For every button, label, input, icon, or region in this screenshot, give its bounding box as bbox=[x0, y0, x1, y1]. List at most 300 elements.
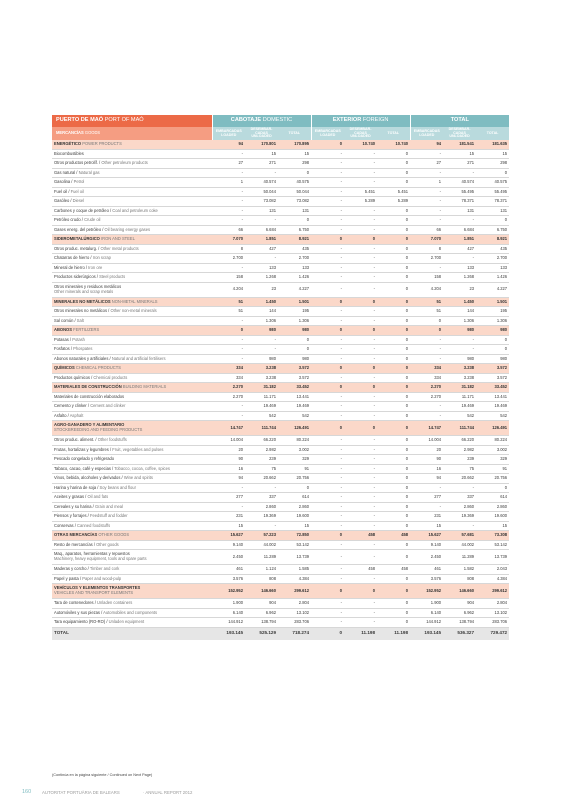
table-row bbox=[52, 168, 509, 178]
value-cell: 0 bbox=[377, 540, 410, 550]
value-cell: - bbox=[212, 411, 245, 421]
value-cell: 2.700 bbox=[476, 254, 509, 264]
value-cell: 2.860 bbox=[245, 502, 278, 512]
column-header-row bbox=[52, 127, 509, 140]
value-cell: - bbox=[212, 263, 245, 273]
value-cell: - bbox=[311, 608, 344, 618]
value-cell: - bbox=[344, 483, 377, 493]
value-cell: - bbox=[311, 550, 344, 565]
value-cell: 1.501 bbox=[278, 297, 311, 307]
row-label: Frutas, hortalizas y legumbres / Fruit, vegetables and pulses bbox=[52, 445, 212, 455]
row-label-en: FERTILIZERS bbox=[73, 327, 100, 333]
value-cell: 31.182 bbox=[245, 383, 278, 393]
row-label-es: Fosfatos bbox=[54, 346, 70, 352]
value-cell: 11.198 bbox=[344, 627, 377, 640]
value-cell: - bbox=[311, 483, 344, 493]
row-label: Tara de contenedores / Unladen containers bbox=[52, 599, 212, 609]
value-cell: - bbox=[344, 618, 377, 628]
value-cell: 4.384 bbox=[278, 574, 311, 584]
value-cell: 5.289 bbox=[377, 197, 410, 207]
value-cell: 0 bbox=[410, 326, 443, 336]
value-cell: - bbox=[344, 411, 377, 421]
value-cell: - bbox=[311, 373, 344, 383]
value-cell: 0 bbox=[476, 168, 509, 178]
value-cell: 144.912 bbox=[212, 618, 245, 628]
value-cell: - bbox=[344, 206, 377, 216]
value-cell: 283.706 bbox=[278, 618, 311, 628]
value-cell: 536.327 bbox=[443, 627, 476, 640]
value-cell: 458 bbox=[377, 531, 410, 541]
row-label: Gas natural / Natural gas bbox=[52, 168, 212, 178]
value-cell: 0 bbox=[377, 599, 410, 609]
value-cell: - bbox=[212, 354, 245, 364]
value-cell: - bbox=[311, 574, 344, 584]
value-cell: - bbox=[245, 335, 278, 345]
value-cell: 0 bbox=[377, 411, 410, 421]
value-cell: - bbox=[212, 335, 245, 345]
row-label-en: Tobacco, cocoa, coffee, spices bbox=[114, 465, 170, 471]
row-label-es: ENERGÉTICO bbox=[54, 141, 82, 147]
value-cell: 0 bbox=[377, 402, 410, 412]
table-row bbox=[52, 402, 509, 412]
value-cell: 50.044 bbox=[245, 187, 278, 197]
value-cell: 980 bbox=[245, 326, 278, 336]
row-label: Gasóleo / Diesel bbox=[52, 197, 212, 207]
row-label bbox=[52, 149, 212, 159]
value-cell: - bbox=[311, 493, 344, 503]
row-label: Fosfatos / Phospates bbox=[52, 345, 212, 355]
value-cell: 2.270 bbox=[212, 383, 245, 393]
value-cell: - bbox=[212, 206, 245, 216]
row-label-es: AGRO-GANADERO Y ALIMENTARIO bbox=[54, 422, 125, 428]
value-cell: 2.860 bbox=[443, 502, 476, 512]
value-cell: 7.070 bbox=[410, 235, 443, 245]
value-cell: 0 bbox=[476, 216, 509, 226]
value-cell: - bbox=[311, 512, 344, 522]
value-cell: 131 bbox=[278, 206, 311, 216]
value-cell: 1.306 bbox=[245, 316, 278, 326]
value-cell: - bbox=[344, 608, 377, 618]
value-cell: 50.044 bbox=[278, 187, 311, 197]
value-cell: 0 bbox=[377, 493, 410, 503]
row-label-en: BUILDING MATERIALS bbox=[122, 384, 167, 390]
value-cell: - bbox=[344, 316, 377, 326]
row-label-es: Gasóleo bbox=[54, 198, 70, 204]
value-cell: 13.441 bbox=[278, 392, 311, 402]
value-cell: 19.469 bbox=[245, 402, 278, 412]
value-cell: - bbox=[311, 168, 344, 178]
row-label-es: Maderas y corcho bbox=[54, 566, 87, 572]
value-cell: - bbox=[311, 502, 344, 512]
row-label-en: Iron ore bbox=[88, 264, 103, 270]
row-label-es: Biocombustibles bbox=[54, 150, 84, 156]
value-cell: 458 bbox=[344, 531, 377, 541]
value-cell: - bbox=[311, 402, 344, 412]
value-cell: 461 bbox=[410, 565, 443, 575]
value-cell: 9.140 bbox=[212, 540, 245, 550]
value-cell: 57.223 bbox=[245, 531, 278, 541]
row-label bbox=[52, 326, 212, 336]
value-cell: - bbox=[344, 178, 377, 188]
value-cell: - bbox=[344, 216, 377, 226]
row-label-en: POWER PRODUCTS bbox=[82, 141, 122, 147]
value-cell: 1.426 bbox=[476, 273, 509, 283]
row-label: Abonos naturales y artificiales / Natural and artificial fertilisers bbox=[52, 354, 212, 364]
value-cell: 427 bbox=[245, 244, 278, 254]
row-label-en: Natural gas bbox=[78, 169, 100, 175]
value-cell: - bbox=[212, 168, 245, 178]
value-cell: 3.238 bbox=[443, 364, 476, 374]
value-cell: 195 bbox=[476, 307, 509, 317]
value-cell: 15 bbox=[476, 149, 509, 159]
value-cell: 27 bbox=[410, 159, 443, 169]
value-cell: - bbox=[245, 483, 278, 493]
value-cell: 3.572 bbox=[278, 373, 311, 383]
value-cell: 0 bbox=[410, 316, 443, 326]
value-cell: 0 bbox=[311, 584, 344, 599]
value-cell: 0 bbox=[377, 326, 410, 336]
row-label-en: Other minerals and scrap metals bbox=[54, 288, 114, 294]
value-cell: 1.582 bbox=[443, 565, 476, 575]
value-cell: 15 bbox=[245, 149, 278, 159]
row-label-en: Salt bbox=[76, 317, 84, 323]
value-cell: 0 bbox=[377, 354, 410, 364]
table-row bbox=[52, 455, 509, 465]
value-cell: - bbox=[443, 216, 476, 226]
value-cell: 20.662 bbox=[443, 474, 476, 484]
row-label-es: Otros minerales no metálicos bbox=[54, 308, 108, 314]
value-cell: 11.171 bbox=[443, 392, 476, 402]
value-cell: - bbox=[245, 345, 278, 355]
value-cell: 0 bbox=[377, 178, 410, 188]
value-cell: 0 bbox=[377, 216, 410, 226]
value-cell: 1.851 bbox=[443, 235, 476, 245]
row-label-es: QUÍMICOS bbox=[54, 365, 75, 371]
value-cell: 0 bbox=[344, 421, 377, 436]
value-cell: 195 bbox=[278, 307, 311, 317]
value-cell: 525.129 bbox=[245, 627, 278, 640]
value-cell: 0 bbox=[278, 335, 311, 345]
value-cell: 0 bbox=[311, 235, 344, 245]
value-cell: 0 bbox=[377, 168, 410, 178]
value-cell: 0 bbox=[377, 474, 410, 484]
value-cell: 0 bbox=[377, 273, 410, 283]
value-cell: 15.627 bbox=[212, 531, 245, 541]
value-cell: 16 bbox=[410, 464, 443, 474]
value-cell: 1.306 bbox=[476, 316, 509, 326]
table-row bbox=[52, 216, 509, 226]
value-cell: 44.002 bbox=[443, 540, 476, 550]
table-row bbox=[52, 474, 509, 484]
value-cell: 435 bbox=[476, 244, 509, 254]
value-cell: 193.145 bbox=[410, 627, 443, 640]
row-label bbox=[52, 383, 212, 393]
value-cell: 231 bbox=[410, 512, 443, 522]
value-cell: 40.575 bbox=[278, 178, 311, 188]
value-cell: 181.541 bbox=[443, 140, 476, 149]
value-cell: - bbox=[443, 521, 476, 531]
row-label-es: Potasas bbox=[54, 336, 69, 342]
value-cell: - bbox=[443, 335, 476, 345]
row-label: Otros produc. metalurg. / Other metal products bbox=[52, 244, 212, 254]
row-label-en: Paper and wood-pulp bbox=[82, 575, 122, 581]
value-cell: 2.804 bbox=[278, 599, 311, 609]
value-cell: 337 bbox=[245, 493, 278, 503]
row-label: Cereales y su harina / Grain and meal bbox=[52, 502, 212, 512]
value-cell: 133 bbox=[443, 263, 476, 273]
value-cell: - bbox=[410, 149, 443, 159]
value-cell: 0 bbox=[377, 282, 410, 297]
value-cell: 13.102 bbox=[476, 608, 509, 618]
category-row bbox=[52, 326, 509, 336]
value-cell: 5.451 bbox=[344, 187, 377, 197]
value-cell: - bbox=[344, 335, 377, 345]
row-label-es: Mineral de hierro bbox=[54, 264, 85, 270]
table-row bbox=[52, 335, 509, 345]
value-cell: 14.747 bbox=[410, 421, 443, 436]
value-cell: 131 bbox=[245, 206, 278, 216]
row-label-en: Natural and artificial fertilisers bbox=[111, 355, 166, 361]
value-cell: 729.472 bbox=[476, 627, 509, 640]
value-cell: 542 bbox=[443, 411, 476, 421]
value-cell: 75 bbox=[443, 464, 476, 474]
value-cell: 9.140 bbox=[410, 540, 443, 550]
row-label-es: Chatarras de hierro bbox=[54, 255, 90, 261]
row-label bbox=[52, 550, 212, 565]
row-label-en: Oil and fats bbox=[87, 494, 109, 500]
value-cell: - bbox=[344, 445, 377, 455]
value-cell: - bbox=[443, 483, 476, 493]
value-cell: 158 bbox=[410, 273, 443, 283]
row-label bbox=[52, 584, 212, 599]
value-cell: 55.495 bbox=[476, 187, 509, 197]
value-cell: 15.627 bbox=[410, 531, 443, 541]
value-cell: 19.369 bbox=[245, 512, 278, 522]
category-row bbox=[52, 383, 509, 393]
value-cell: - bbox=[212, 149, 245, 159]
value-cell: 0 bbox=[377, 364, 410, 374]
value-cell: 3.572 bbox=[476, 364, 509, 374]
value-cell: - bbox=[410, 402, 443, 412]
row-label-es: Papel y pasta bbox=[54, 575, 79, 581]
value-cell: 0 bbox=[377, 373, 410, 383]
value-cell: 13.441 bbox=[476, 392, 509, 402]
value-cell: 427 bbox=[443, 244, 476, 254]
value-cell: 0 bbox=[377, 345, 410, 355]
value-cell: 152.952 bbox=[410, 584, 443, 599]
table-row bbox=[52, 225, 509, 235]
value-cell: 75 bbox=[245, 464, 278, 474]
value-cell: - bbox=[311, 216, 344, 226]
value-cell: 20.756 bbox=[476, 474, 509, 484]
col-foreign-total: TOTAL bbox=[377, 127, 410, 140]
value-cell: 133 bbox=[245, 263, 278, 273]
value-cell: 458 bbox=[377, 565, 410, 575]
value-cell: - bbox=[344, 263, 377, 273]
value-cell: 111.744 bbox=[443, 421, 476, 436]
table-row bbox=[52, 149, 509, 159]
value-cell: 980 bbox=[476, 354, 509, 364]
value-cell: 131 bbox=[443, 206, 476, 216]
value-cell: 20.756 bbox=[278, 474, 311, 484]
row-label-en: Oil bearing energy gases bbox=[104, 226, 151, 232]
value-cell: - bbox=[311, 178, 344, 188]
value-cell: 3.572 bbox=[476, 373, 509, 383]
value-cell: 542 bbox=[476, 411, 509, 421]
value-cell: 181.635 bbox=[476, 140, 509, 149]
value-cell: 40.574 bbox=[245, 178, 278, 188]
table-row bbox=[52, 618, 509, 628]
value-cell: - bbox=[344, 354, 377, 364]
row-label-en: STOCKBREEDING AND FEEDING PRODUCTS bbox=[54, 427, 143, 432]
value-cell: 144.912 bbox=[410, 618, 443, 628]
row-label: Chatarras de hierro / Iron scrap bbox=[52, 254, 212, 264]
value-cell: - bbox=[410, 197, 443, 207]
row-label: Sal común / Salt bbox=[52, 316, 212, 326]
page-number: 160 bbox=[22, 789, 32, 795]
row-label-en: Coal and petroleum coke bbox=[112, 207, 158, 213]
table-row bbox=[52, 159, 509, 169]
col-domestic-loaded: EMBARCADAS LOADED bbox=[212, 127, 245, 140]
table-row bbox=[52, 550, 509, 565]
col-total-unloaded: DESEMBAR-CADAS UNLOADED bbox=[443, 127, 476, 140]
row-label-en: Machinery, heavy equipment, tools and spare parts bbox=[54, 556, 147, 561]
row-label-en: Phospates bbox=[73, 346, 93, 352]
value-cell: 23 bbox=[443, 282, 476, 297]
row-label-es: Aceites y grasas bbox=[54, 494, 85, 500]
table-row bbox=[52, 493, 509, 503]
value-cell: - bbox=[344, 502, 377, 512]
value-cell: 94 bbox=[212, 474, 245, 484]
row-label-en: Iron scrap bbox=[92, 255, 111, 261]
row-label: Otros produc. aliment. / Other foodstuffs bbox=[52, 436, 212, 446]
value-cell: - bbox=[311, 225, 344, 235]
row-label-es: Vinos, bebida, alcoholes y derivados bbox=[54, 475, 121, 481]
value-cell: 5.451 bbox=[377, 187, 410, 197]
row-label bbox=[52, 282, 212, 297]
value-cell: 57.681 bbox=[443, 531, 476, 541]
value-cell: 8.921 bbox=[476, 235, 509, 245]
value-cell: - bbox=[344, 159, 377, 169]
value-cell: 0 bbox=[377, 383, 410, 393]
row-label-es: Gases energ. del petróleo bbox=[54, 226, 102, 232]
value-cell: 3.238 bbox=[245, 364, 278, 374]
row-label-en: Crude oil bbox=[84, 217, 101, 223]
value-cell: 14.004 bbox=[212, 436, 245, 446]
value-cell: 718.274 bbox=[278, 627, 311, 640]
value-cell: 13.739 bbox=[278, 550, 311, 565]
value-cell: - bbox=[344, 599, 377, 609]
value-cell: 5.289 bbox=[344, 197, 377, 207]
value-cell: - bbox=[344, 550, 377, 565]
value-cell: 2.270 bbox=[410, 383, 443, 393]
row-label-en: Cement and clinker bbox=[90, 403, 126, 409]
row-label-en: VEHICLES AND TRANSPORT ELEMENTS bbox=[54, 590, 134, 595]
value-cell: 980 bbox=[278, 354, 311, 364]
table-row bbox=[52, 178, 509, 188]
row-label-es: Fuel oil bbox=[54, 188, 68, 194]
value-cell: - bbox=[410, 483, 443, 493]
value-cell: - bbox=[311, 206, 344, 216]
row-label bbox=[52, 297, 212, 307]
value-cell: 2.043 bbox=[476, 565, 509, 575]
table-row bbox=[52, 512, 509, 522]
row-label: Harina y harina de soja / Soy beans and flour bbox=[52, 483, 212, 493]
table-row bbox=[52, 521, 509, 531]
row-label-es: Piensos y forrajes bbox=[54, 513, 87, 519]
value-cell: 4.204 bbox=[212, 282, 245, 297]
continued-note: (Continúa en la página siguiente / Continued on Next Page) bbox=[52, 773, 153, 777]
category-row bbox=[52, 235, 509, 245]
row-label: Productos químicos / Chemical products bbox=[52, 373, 212, 383]
value-cell: 10.740 bbox=[377, 140, 410, 149]
row-label-en: IRON AND STEEL bbox=[101, 236, 135, 242]
value-cell: 53.142 bbox=[476, 540, 509, 550]
value-cell: 3.238 bbox=[443, 373, 476, 383]
value-cell: 0 bbox=[377, 392, 410, 402]
value-cell: 55.495 bbox=[443, 187, 476, 197]
row-label: Tara equipamiento (RO-RO) / Unladen equipment bbox=[52, 618, 212, 628]
row-label-en: Unladen equipment bbox=[108, 619, 145, 625]
value-cell: 0 bbox=[377, 297, 410, 307]
value-cell: 808 bbox=[443, 574, 476, 584]
row-label: Otros minerales no metálicos / Other non-metal minerals bbox=[52, 307, 212, 317]
value-cell: 146.660 bbox=[245, 584, 278, 599]
value-cell: 6.140 bbox=[410, 608, 443, 618]
row-label-en: Soy beans and flour bbox=[99, 484, 136, 490]
value-cell: 1.900 bbox=[410, 599, 443, 609]
value-cell: 980 bbox=[443, 326, 476, 336]
value-cell: 138.794 bbox=[443, 618, 476, 628]
value-cell: - bbox=[344, 474, 377, 484]
value-cell: 3.002 bbox=[476, 445, 509, 455]
row-label-es: Productos siderúrgicos bbox=[54, 274, 96, 280]
value-cell: - bbox=[344, 402, 377, 412]
value-cell: 72.850 bbox=[278, 531, 311, 541]
value-cell: 0 bbox=[311, 531, 344, 541]
value-cell: 152.952 bbox=[212, 584, 245, 599]
row-label-es: TOTAL bbox=[54, 630, 69, 636]
value-cell: 27 bbox=[212, 159, 245, 169]
value-cell: 3.572 bbox=[278, 364, 311, 374]
value-cell: 0 bbox=[377, 436, 410, 446]
row-label-en: Steel products bbox=[99, 274, 126, 280]
row-label-en: Other non-metal minerals bbox=[110, 308, 157, 314]
value-cell: 13.102 bbox=[278, 608, 311, 618]
value-cell: 334 bbox=[410, 364, 443, 374]
value-cell: - bbox=[245, 216, 278, 226]
row-label: Automóviles y sus piezas / Automobiles and components bbox=[52, 608, 212, 618]
value-cell: 0 bbox=[377, 445, 410, 455]
value-cell: 0 bbox=[344, 326, 377, 336]
value-cell: 4.204 bbox=[410, 282, 443, 297]
value-cell: - bbox=[344, 540, 377, 550]
row-label-en: CHEMICAL PRODUCTS bbox=[75, 365, 121, 371]
value-cell: 23 bbox=[245, 282, 278, 297]
value-cell: - bbox=[311, 263, 344, 273]
value-cell: 19.600 bbox=[476, 512, 509, 522]
value-cell: 2.700 bbox=[212, 254, 245, 264]
category-row bbox=[52, 297, 509, 307]
table-row bbox=[52, 445, 509, 455]
value-cell: - bbox=[344, 244, 377, 254]
value-cell: 1.450 bbox=[245, 297, 278, 307]
value-cell: 0 bbox=[377, 483, 410, 493]
value-cell: 0 bbox=[344, 364, 377, 374]
value-cell: - bbox=[311, 565, 344, 575]
value-cell: 73.308 bbox=[476, 531, 509, 541]
value-cell: - bbox=[410, 345, 443, 355]
